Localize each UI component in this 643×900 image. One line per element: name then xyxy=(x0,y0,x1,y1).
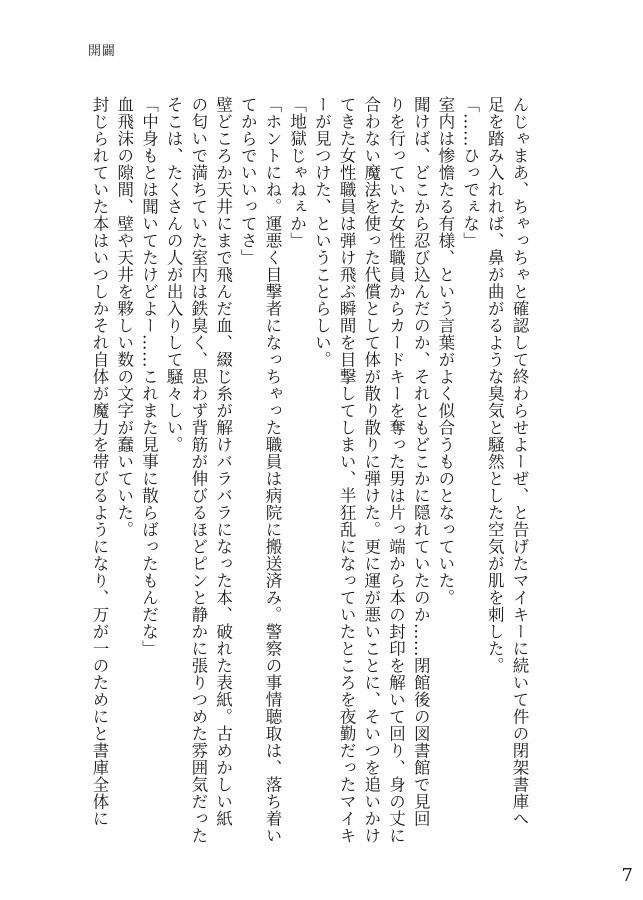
text-line: りを行っていた女性職員からカードキーを奪った男は片っ端から本の封印を解いて回り、身の丈に xyxy=(386,96,406,844)
text-line: てきた女性職員は弾け飛ぶ瞬間を目撃してしまい、半狂乱になっていたところを夜勤だったマイキ xyxy=(337,96,357,844)
text-line: 足を踏み入れれば、鼻が曲がるような臭気と騒然とした空気が肌を刺した。 xyxy=(485,96,505,674)
text-line: 封じられていた本はいつしかそれ自体が魔力を帯びるようになり、万が一のためにと書庫全体に xyxy=(90,96,110,827)
text-line: 室内は惨憺たる有様、という言葉がよく似合うものとなっていた。 xyxy=(435,96,455,606)
text-line: 「地獄じゃねぇか」 xyxy=(287,96,307,249)
vertical-body-text xyxy=(86,96,531,856)
text-line: 壁どころか天井にまで飛んだ血、綴じ糸が解けバラバラになった本、破れた表紙。古めかしい紙 xyxy=(213,96,233,827)
page-number: 7 xyxy=(621,865,633,886)
text-line: 「……ひっでぇな」 xyxy=(460,96,480,249)
text-line: 合わない魔法を使った代償として体が散り散りに弾けた。更に運が悪いことに、そいつを追いかけ xyxy=(361,96,381,844)
text-line: 「ホントにね。運悪く目撃者になっちゃった職員は病院に搬送済み。警察の事情聴取は、落ち着い xyxy=(262,96,282,844)
text-line: んじゃまあ、ちゃっちゃと確認して終わらせよーぜ、と告げたマイキーに続いて件の閉架書庫へ xyxy=(510,96,529,827)
text-line: 「中身もとは聞いてたけどよー……これまた見事に散らばったもんだな」 xyxy=(139,96,159,657)
text-line: ーが見つけた、ということらしい。 xyxy=(312,96,332,368)
text-line: そこは、たくさんの人が出入りして騒々しい。 xyxy=(164,96,184,453)
text-line: てからでいいってさ」 xyxy=(238,96,258,266)
text-line: の匂いで満ちていた室内は鉄臭く、思わず背筋が伸びるほどピンと静かに張りつめた雰囲気だった xyxy=(188,96,208,844)
text-line: 聞けば、どこから忍び込んだのか、それともどこかに隠れていたのか……閉館後の図書館で見回 xyxy=(411,96,431,827)
text-line: 血飛沫の隙間、壁や天井を夥しい数の文字が蠢いていた。 xyxy=(114,96,134,538)
running-header: 開闢 xyxy=(88,44,117,59)
